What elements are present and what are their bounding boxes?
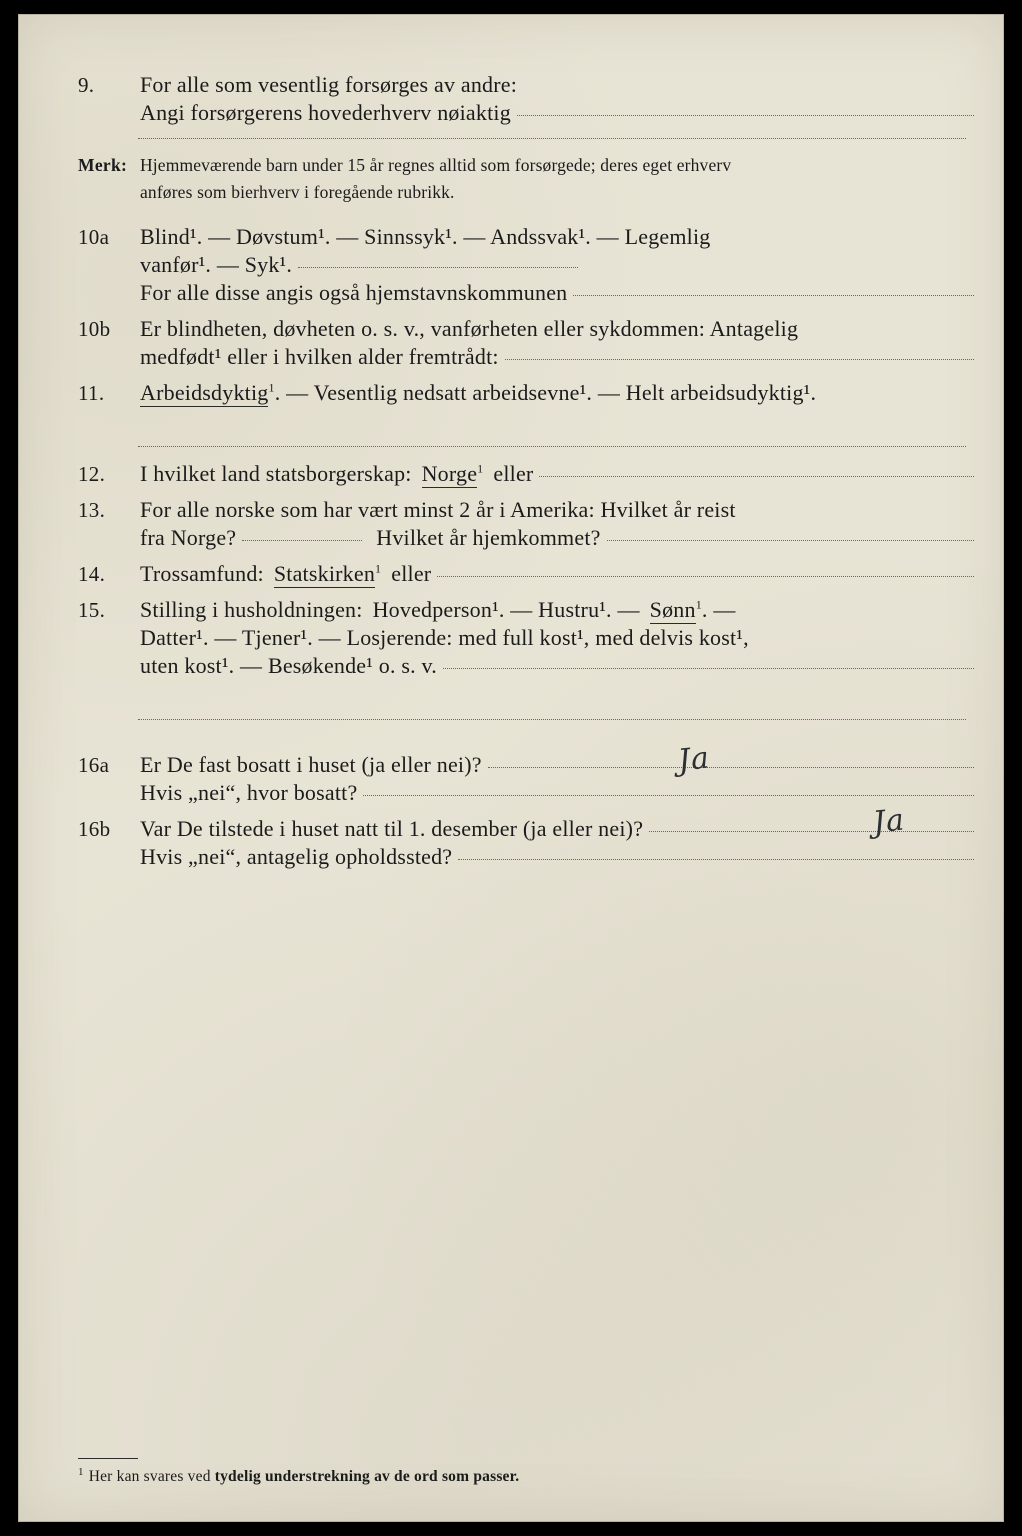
question-10a-answer-line[interactable] <box>298 266 578 268</box>
question-16b-line2: Hvis „nei“, antagelig opholdssted? <box>140 843 453 869</box>
question-12-eller: eller <box>493 460 534 486</box>
question-11-answer-underlined[interactable]: Arbeidsdyktig <box>140 379 269 405</box>
question-9-answer-line[interactable] <box>517 114 974 116</box>
footnote <box>78 1458 964 1486</box>
question-11-options[interactable]: . — Vesentlig nedsatt arbeidsevne¹. — Helt arbeidsudyktig¹. <box>274 379 817 405</box>
question-13-line1: For alle norske som har vært minst 2 år i Amerika: Hvilket år reist <box>140 496 736 522</box>
question-13-line2-a: fra Norge? <box>140 524 237 550</box>
question-10a-options-line1[interactable]: Blind¹. — Døvstum¹. — Sinnssyk¹. — Andssvak¹. — Legemlig <box>140 223 711 249</box>
question-12-answer[interactable]: Norge <box>421 460 478 486</box>
divider-1 <box>138 138 966 139</box>
question-15-options-line1[interactable]: Hovedperson¹. — Hustru¹. — <box>372 596 640 622</box>
question-16b-line1: Var De tilstede i huset natt til 1. desember (ja eller nei)? <box>140 815 644 841</box>
question-16b-handwritten-answer: Ja <box>871 802 907 841</box>
question-9 <box>78 72 974 126</box>
question-10b-number: 10b <box>78 316 111 341</box>
question-12-answer-line[interactable] <box>539 475 974 477</box>
question-10a-options-line2[interactable]: vanfør¹. — Syk¹. <box>140 251 293 277</box>
question-16a-answer-line[interactable] <box>488 766 974 768</box>
divider-2 <box>138 446 966 447</box>
question-15: 15. Stilling i husholdningen: Hovedperson¹. — Hustru¹. — Sønn$^1$. — Datter¹. — Tjener¹. — Losjerende: med full kost¹, med delvis kost¹, uten kost¹. — Besøkende¹ o. s. v. <box>78 597 974 679</box>
question-12-label: I hvilket land statsborgerskap: <box>140 460 412 486</box>
question-14-label: Trossamfund: <box>140 560 264 586</box>
question-13-fra-norge-line[interactable] <box>242 539 362 541</box>
question-9-line2: Angi forsørgerens hovederhverv nøiaktig <box>140 100 511 125</box>
question-16a-handwritten-answer: Ja <box>676 740 712 779</box>
question-10a-number: 10a <box>78 224 110 249</box>
question-13-line2-b: Hvilket år hjemkommet? <box>376 524 601 550</box>
question-13-hjemkommet-line[interactable] <box>607 539 974 541</box>
question-10b-line2[interactable]: medfødt¹ eller i hvilken alder fremtrådt: <box>140 343 499 369</box>
question-15-options-line3[interactable]: uten kost¹. — Besøkende¹ o. s. v. <box>140 652 438 678</box>
question-14-number: 14. <box>78 561 106 586</box>
question-12-number: 12. <box>78 461 106 486</box>
question-16a-line1: Er De fast bosatt i huset (ja eller nei)? <box>140 751 482 777</box>
question-15-answer-line[interactable] <box>443 667 974 669</box>
note-merk-line2: anføres som bierhverv i foregående rubrikk. <box>140 182 455 203</box>
question-10b-answer-line[interactable] <box>505 358 974 360</box>
form-content <box>78 72 974 880</box>
question-16a <box>78 740 974 806</box>
question-9-title: For alle som vesentlig forsørges av andre: <box>140 72 518 97</box>
question-16b-opholdssted-line[interactable] <box>458 858 974 860</box>
question-14: 14. Trossamfund: Statskirken$^1$ eller <box>78 561 974 587</box>
question-16a-number: 16a <box>78 752 110 777</box>
question-10b <box>78 316 974 370</box>
question-10b-line1[interactable]: Er blindheten, døvheten o. s. v., vanførheten eller sykdommen: Antagelig <box>140 315 799 341</box>
question-11-number: 11. <box>78 380 105 405</box>
question-13 <box>78 497 974 551</box>
question-15-options-line2[interactable]: Datter¹. — Tjener¹. — Losjerende: med full kost¹, med delvis kost¹, <box>140 624 749 650</box>
question-15-answer-underlined[interactable]: Sønn <box>649 596 696 622</box>
footnote-text-a: Her kan svares ved <box>88 1468 215 1485</box>
note-merk-label: Merk: <box>78 155 128 175</box>
question-13-number: 13. <box>78 497 106 522</box>
divider-3 <box>138 719 966 720</box>
question-10a <box>78 224 974 306</box>
note-merk <box>78 153 974 206</box>
question-16a-line2: Hvis „nei“, hvor bosatt? <box>140 779 358 805</box>
footnote-marker: 1 <box>78 1465 84 1478</box>
question-15-number: 15. <box>78 597 106 622</box>
census-form-page <box>18 14 1004 1522</box>
question-10a-kommune-line[interactable] <box>573 294 974 296</box>
question-10a-line3: For alle disse angis også hjemstavnskommunen <box>140 279 568 305</box>
question-11: 11. Arbeidsdyktig$^1$. — Vesentlig nedsatt arbeidsevne¹. — Helt arbeidsudyktig¹. <box>78 379 817 405</box>
question-16a-hvor-line[interactable] <box>363 794 974 796</box>
footnote-text-b: tydelig understrekning av de ord som passer. <box>214 1468 520 1485</box>
question-14-eller: eller <box>391 560 432 586</box>
question-15-line1-tail: . — <box>701 596 736 622</box>
question-16b-answer-line[interactable] <box>649 830 974 832</box>
question-14-answer-line[interactable] <box>437 575 974 577</box>
question-12: 12. I hvilket land statsborgerskap: Norge$^1$ eller <box>78 461 974 487</box>
question-9-number: 9. <box>78 73 95 97</box>
question-14-answer[interactable]: Statskirken <box>273 560 376 586</box>
note-merk-line1: Hjemmeværende barn under 15 år regnes alltid som forsørgede; deres eget erhverv <box>140 155 732 175</box>
question-16b-number: 16b <box>78 816 111 841</box>
question-15-label: Stilling i husholdningen: <box>140 596 363 622</box>
question-16b <box>78 802 974 870</box>
footnote-rule <box>78 1458 138 1459</box>
